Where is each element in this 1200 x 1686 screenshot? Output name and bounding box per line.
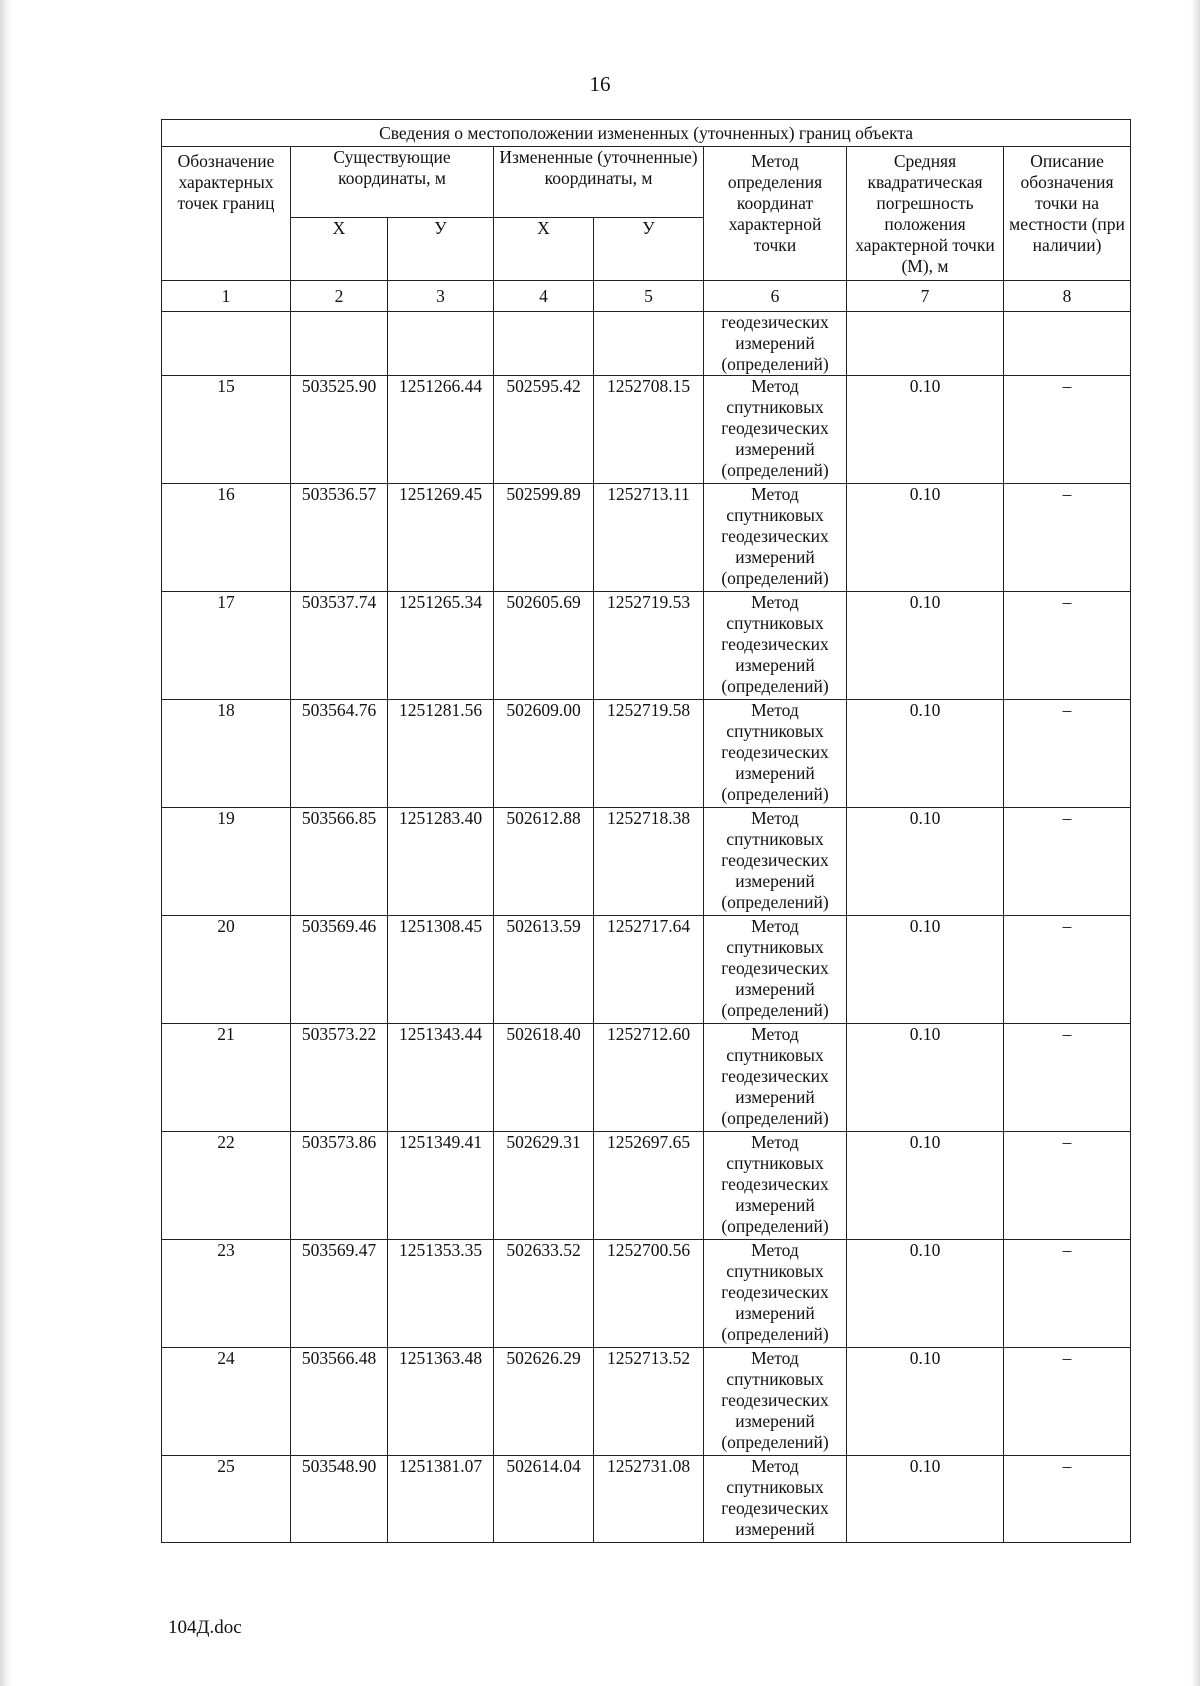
row-mean-error: 0.10 xyxy=(847,1456,1004,1543)
row-changed-x: 502609.00 xyxy=(494,700,594,808)
empty-cell xyxy=(594,312,704,376)
row-changed-y: 1252708.15 xyxy=(594,376,704,484)
continuation-row xyxy=(162,312,1131,376)
column-number: 3 xyxy=(388,281,494,312)
row-description: – xyxy=(1004,1024,1131,1132)
row-existing-x: 503525.90 xyxy=(291,376,388,484)
header-description: Описание обозначения точки на местности (при наличии) xyxy=(1004,147,1131,281)
row-changed-x: 502629.31 xyxy=(494,1132,594,1240)
table-row xyxy=(162,376,1131,484)
table-row xyxy=(162,592,1131,700)
row-changed-y: 1252717.64 xyxy=(594,916,704,1024)
row-existing-y: 1251353.35 xyxy=(388,1240,494,1348)
column-number: 8 xyxy=(1004,281,1131,312)
row-description: – xyxy=(1004,592,1131,700)
row-description: – xyxy=(1004,376,1131,484)
row-existing-y: 1251266.44 xyxy=(388,376,494,484)
row-existing-x: 503548.90 xyxy=(291,1456,388,1543)
row-description: – xyxy=(1004,808,1131,916)
table-row xyxy=(162,1240,1131,1348)
row-method: Метод спутниковых геодезических измерений (определений) xyxy=(704,1132,847,1240)
table-row xyxy=(162,700,1131,808)
row-method: Метод спутниковых геодезических измерений xyxy=(704,1456,847,1543)
scan-right-edge xyxy=(1190,0,1200,1686)
empty-cell xyxy=(1004,312,1131,376)
table-title: Сведения о местоположении измененных (уточненных) границ объекта xyxy=(162,120,1131,147)
row-method: Метод спутниковых геодезических измерений (определений) xyxy=(704,1240,847,1348)
row-method: Метод спутниковых геодезических измерений (определений) xyxy=(704,1348,847,1456)
row-mean-error: 0.10 xyxy=(847,700,1004,808)
row-mean-error: 0.10 xyxy=(847,1240,1004,1348)
header-existing-x: Х xyxy=(291,218,388,281)
row-description: – xyxy=(1004,916,1131,1024)
empty-cell xyxy=(388,312,494,376)
row-mean-error: 0.10 xyxy=(847,1132,1004,1240)
row-existing-y: 1251283.40 xyxy=(388,808,494,916)
row-existing-x: 503566.48 xyxy=(291,1348,388,1456)
row-existing-x: 503564.76 xyxy=(291,700,388,808)
column-number: 6 xyxy=(704,281,847,312)
row-existing-x: 503569.46 xyxy=(291,916,388,1024)
header-mean-error: Средняя квадратическая погрешность положения характерной точки (М), м xyxy=(847,147,1004,281)
row-existing-x: 503569.47 xyxy=(291,1240,388,1348)
row-changed-y: 1252712.60 xyxy=(594,1024,704,1132)
column-number: 2 xyxy=(291,281,388,312)
row-method: Метод спутниковых геодезических измерений (определений) xyxy=(704,916,847,1024)
header-changed-y: У xyxy=(594,218,704,281)
row-description: – xyxy=(1004,1132,1131,1240)
header-changed-coordinates: Измененные (уточненные) координаты, м xyxy=(494,147,704,218)
row-point: 18 xyxy=(162,700,291,808)
row-point: 23 xyxy=(162,1240,291,1348)
column-number: 5 xyxy=(594,281,704,312)
column-number: 4 xyxy=(494,281,594,312)
row-mean-error: 0.10 xyxy=(847,484,1004,592)
row-mean-error: 0.10 xyxy=(847,916,1004,1024)
table-row xyxy=(162,1024,1131,1132)
row-mean-error: 0.10 xyxy=(847,1024,1004,1132)
page-number: 16 xyxy=(589,72,611,96)
row-changed-x: 502626.29 xyxy=(494,1348,594,1456)
row-existing-y: 1251281.56 xyxy=(388,700,494,808)
row-method: Метод спутниковых геодезических измерений (определений) xyxy=(704,1024,847,1132)
row-changed-x: 502614.04 xyxy=(494,1456,594,1543)
row-existing-y: 1251343.44 xyxy=(388,1024,494,1132)
row-changed-x: 502599.89 xyxy=(494,484,594,592)
table-row xyxy=(162,1456,1131,1543)
row-point: 17 xyxy=(162,592,291,700)
table-row xyxy=(162,484,1131,592)
row-method: Метод спутниковых геодезических измерений (определений) xyxy=(704,808,847,916)
row-method: Метод спутниковых геодезических измерений (определений) xyxy=(704,484,847,592)
row-existing-x: 503536.57 xyxy=(291,484,388,592)
row-description: – xyxy=(1004,1348,1131,1456)
row-mean-error: 0.10 xyxy=(847,1348,1004,1456)
row-point: 20 xyxy=(162,916,291,1024)
row-changed-x: 502613.59 xyxy=(494,916,594,1024)
row-changed-x: 502605.69 xyxy=(494,592,594,700)
row-existing-x: 503566.85 xyxy=(291,808,388,916)
header-method: Метод определения координат характерной точки xyxy=(704,147,847,281)
row-existing-y: 1251381.07 xyxy=(388,1456,494,1543)
row-existing-y: 1251308.45 xyxy=(388,916,494,1024)
row-existing-x: 503573.22 xyxy=(291,1024,388,1132)
row-existing-x: 503573.86 xyxy=(291,1132,388,1240)
scan-left-edge xyxy=(0,0,12,1686)
row-mean-error: 0.10 xyxy=(847,592,1004,700)
header-existing-y: У xyxy=(388,218,494,281)
column-number: 7 xyxy=(847,281,1004,312)
row-description: – xyxy=(1004,1456,1131,1543)
row-method: Метод спутниковых геодезических измерений (определений) xyxy=(704,376,847,484)
row-description: – xyxy=(1004,1240,1131,1348)
row-changed-y: 1252713.11 xyxy=(594,484,704,592)
row-changed-y: 1252718.38 xyxy=(594,808,704,916)
row-method: Метод спутниковых геодезических измерений (определений) xyxy=(704,592,847,700)
row-method: Метод спутниковых геодезических измерений (определений) xyxy=(704,700,847,808)
empty-cell xyxy=(494,312,594,376)
column-number: 1 xyxy=(162,281,291,312)
row-point: 16 xyxy=(162,484,291,592)
boundary-coordinates-table xyxy=(161,119,1131,1543)
continuation-method: геодезических измерений (определений) xyxy=(704,312,847,376)
row-changed-y: 1252731.08 xyxy=(594,1456,704,1543)
row-mean-error: 0.10 xyxy=(847,376,1004,484)
row-changed-x: 502618.40 xyxy=(494,1024,594,1132)
row-existing-y: 1251269.45 xyxy=(388,484,494,592)
row-existing-x: 503537.74 xyxy=(291,592,388,700)
row-point: 25 xyxy=(162,1456,291,1543)
row-point: 22 xyxy=(162,1132,291,1240)
row-changed-x: 502633.52 xyxy=(494,1240,594,1348)
row-changed-y: 1252719.53 xyxy=(594,592,704,700)
table-row xyxy=(162,1348,1131,1456)
footer-filename: 104Д.doc xyxy=(168,1617,242,1638)
row-existing-y: 1251363.48 xyxy=(388,1348,494,1456)
row-changed-y: 1252719.58 xyxy=(594,700,704,808)
header-changed-x: Х xyxy=(494,218,594,281)
row-point: 21 xyxy=(162,1024,291,1132)
empty-cell xyxy=(162,312,291,376)
table-row xyxy=(162,808,1131,916)
empty-cell xyxy=(847,312,1004,376)
row-existing-y: 1251265.34 xyxy=(388,592,494,700)
row-description: – xyxy=(1004,484,1131,592)
header-point-designation: Обозначение характерных точек границ xyxy=(162,147,291,281)
row-point: 15 xyxy=(162,376,291,484)
row-changed-x: 502595.42 xyxy=(494,376,594,484)
row-existing-y: 1251349.41 xyxy=(388,1132,494,1240)
row-changed-y: 1252700.56 xyxy=(594,1240,704,1348)
row-changed-x: 502612.88 xyxy=(494,808,594,916)
row-changed-y: 1252697.65 xyxy=(594,1132,704,1240)
row-point: 19 xyxy=(162,808,291,916)
header-existing-coordinates: Существующие координаты, м xyxy=(291,147,494,218)
row-mean-error: 0.10 xyxy=(847,808,1004,916)
row-point: 24 xyxy=(162,1348,291,1456)
empty-cell xyxy=(291,312,388,376)
table-row xyxy=(162,1132,1131,1240)
row-description: – xyxy=(1004,700,1131,808)
table-row xyxy=(162,916,1131,1024)
row-changed-y: 1252713.52 xyxy=(594,1348,704,1456)
